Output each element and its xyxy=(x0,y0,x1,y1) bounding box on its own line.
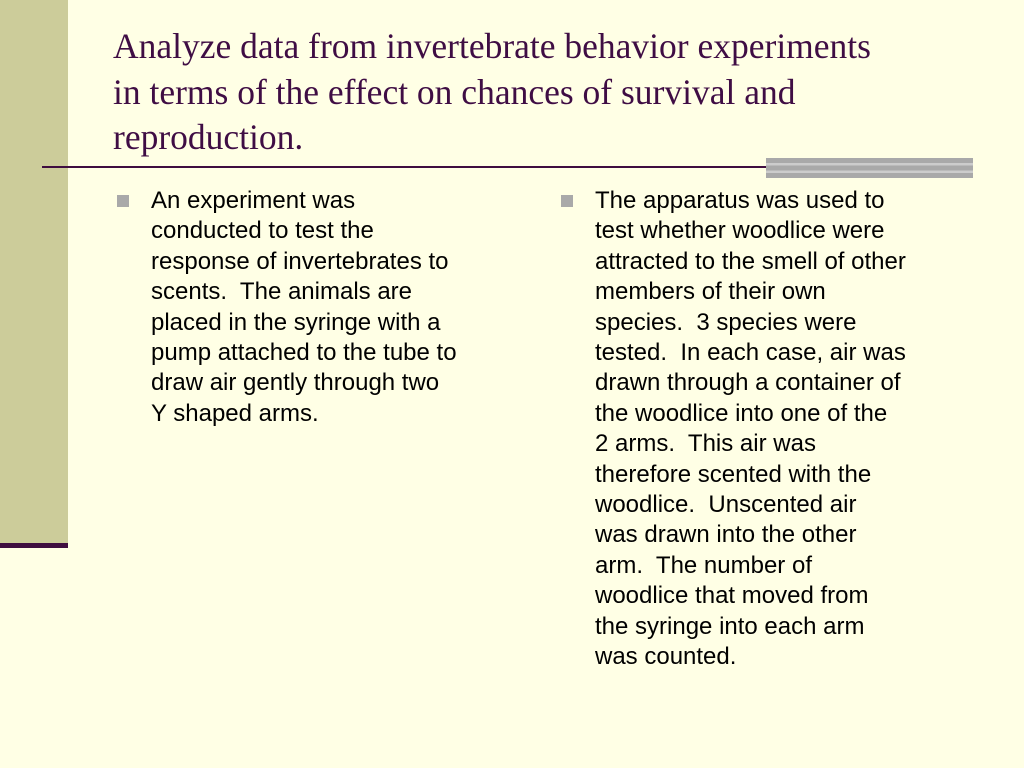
bullet-text-line: arm. The number of xyxy=(595,551,812,579)
bullet-text-line: the syringe into each arm xyxy=(595,612,865,640)
bullet-text-line: species. 3 species were xyxy=(595,308,857,336)
left-band-accent-bar xyxy=(0,543,68,548)
bullet-text-line: Y shaped arms. xyxy=(151,399,319,427)
left-bullet-item xyxy=(113,186,523,429)
title-divider-line xyxy=(42,166,800,168)
bullet-text-line: response of invertebrates to xyxy=(151,247,449,275)
square-bullet-icon xyxy=(117,195,129,207)
bullet-text-line: draw air gently through two xyxy=(151,369,440,397)
title-divider-accent xyxy=(766,158,973,178)
bullet-text-line: pump attached to the tube to xyxy=(151,339,457,367)
bullet-text-line: attracted to the smell of other xyxy=(595,247,906,275)
title-line: in terms of the effect on chances of survival and xyxy=(113,71,796,112)
bullet-text-line: scents. The animals are xyxy=(151,278,413,306)
left-content-column xyxy=(113,186,523,429)
right-content-column xyxy=(557,186,977,673)
bullet-text-line: the woodlice into one of the xyxy=(595,399,888,427)
slide-title xyxy=(113,24,993,161)
bullet-text-line: conducted to test the xyxy=(151,217,374,245)
bullet-text-line: was counted. xyxy=(595,643,737,671)
bullet-text-line: drawn through a container of xyxy=(595,369,901,397)
bullet-text-line: was drawn into the other xyxy=(595,521,857,549)
bullet-text-line: woodlice. Unscented air xyxy=(595,491,857,519)
right-bullet-item xyxy=(557,186,977,673)
bullet-text-line: The apparatus was used to xyxy=(595,187,885,214)
bullet-text-line: tested. In each case, air was xyxy=(595,339,906,367)
bullet-text-line: test whether woodlice were xyxy=(595,217,885,245)
bullet-text-line: woodlice that moved from xyxy=(595,582,869,610)
bullet-text-line: An experiment was xyxy=(151,187,356,214)
bullet-text-line: members of their own xyxy=(595,278,826,306)
left-decorative-band xyxy=(0,0,68,543)
bullet-text-line: 2 arms. This air was xyxy=(595,430,816,458)
square-bullet-icon xyxy=(561,195,573,207)
title-line: Analyze data from invertebrate behavior experiments xyxy=(113,26,871,66)
bullet-text-line: placed in the syringe with a xyxy=(151,308,441,336)
title-line: reproduction. xyxy=(113,117,304,157)
bullet-text-line: therefore scented with the xyxy=(595,460,872,488)
